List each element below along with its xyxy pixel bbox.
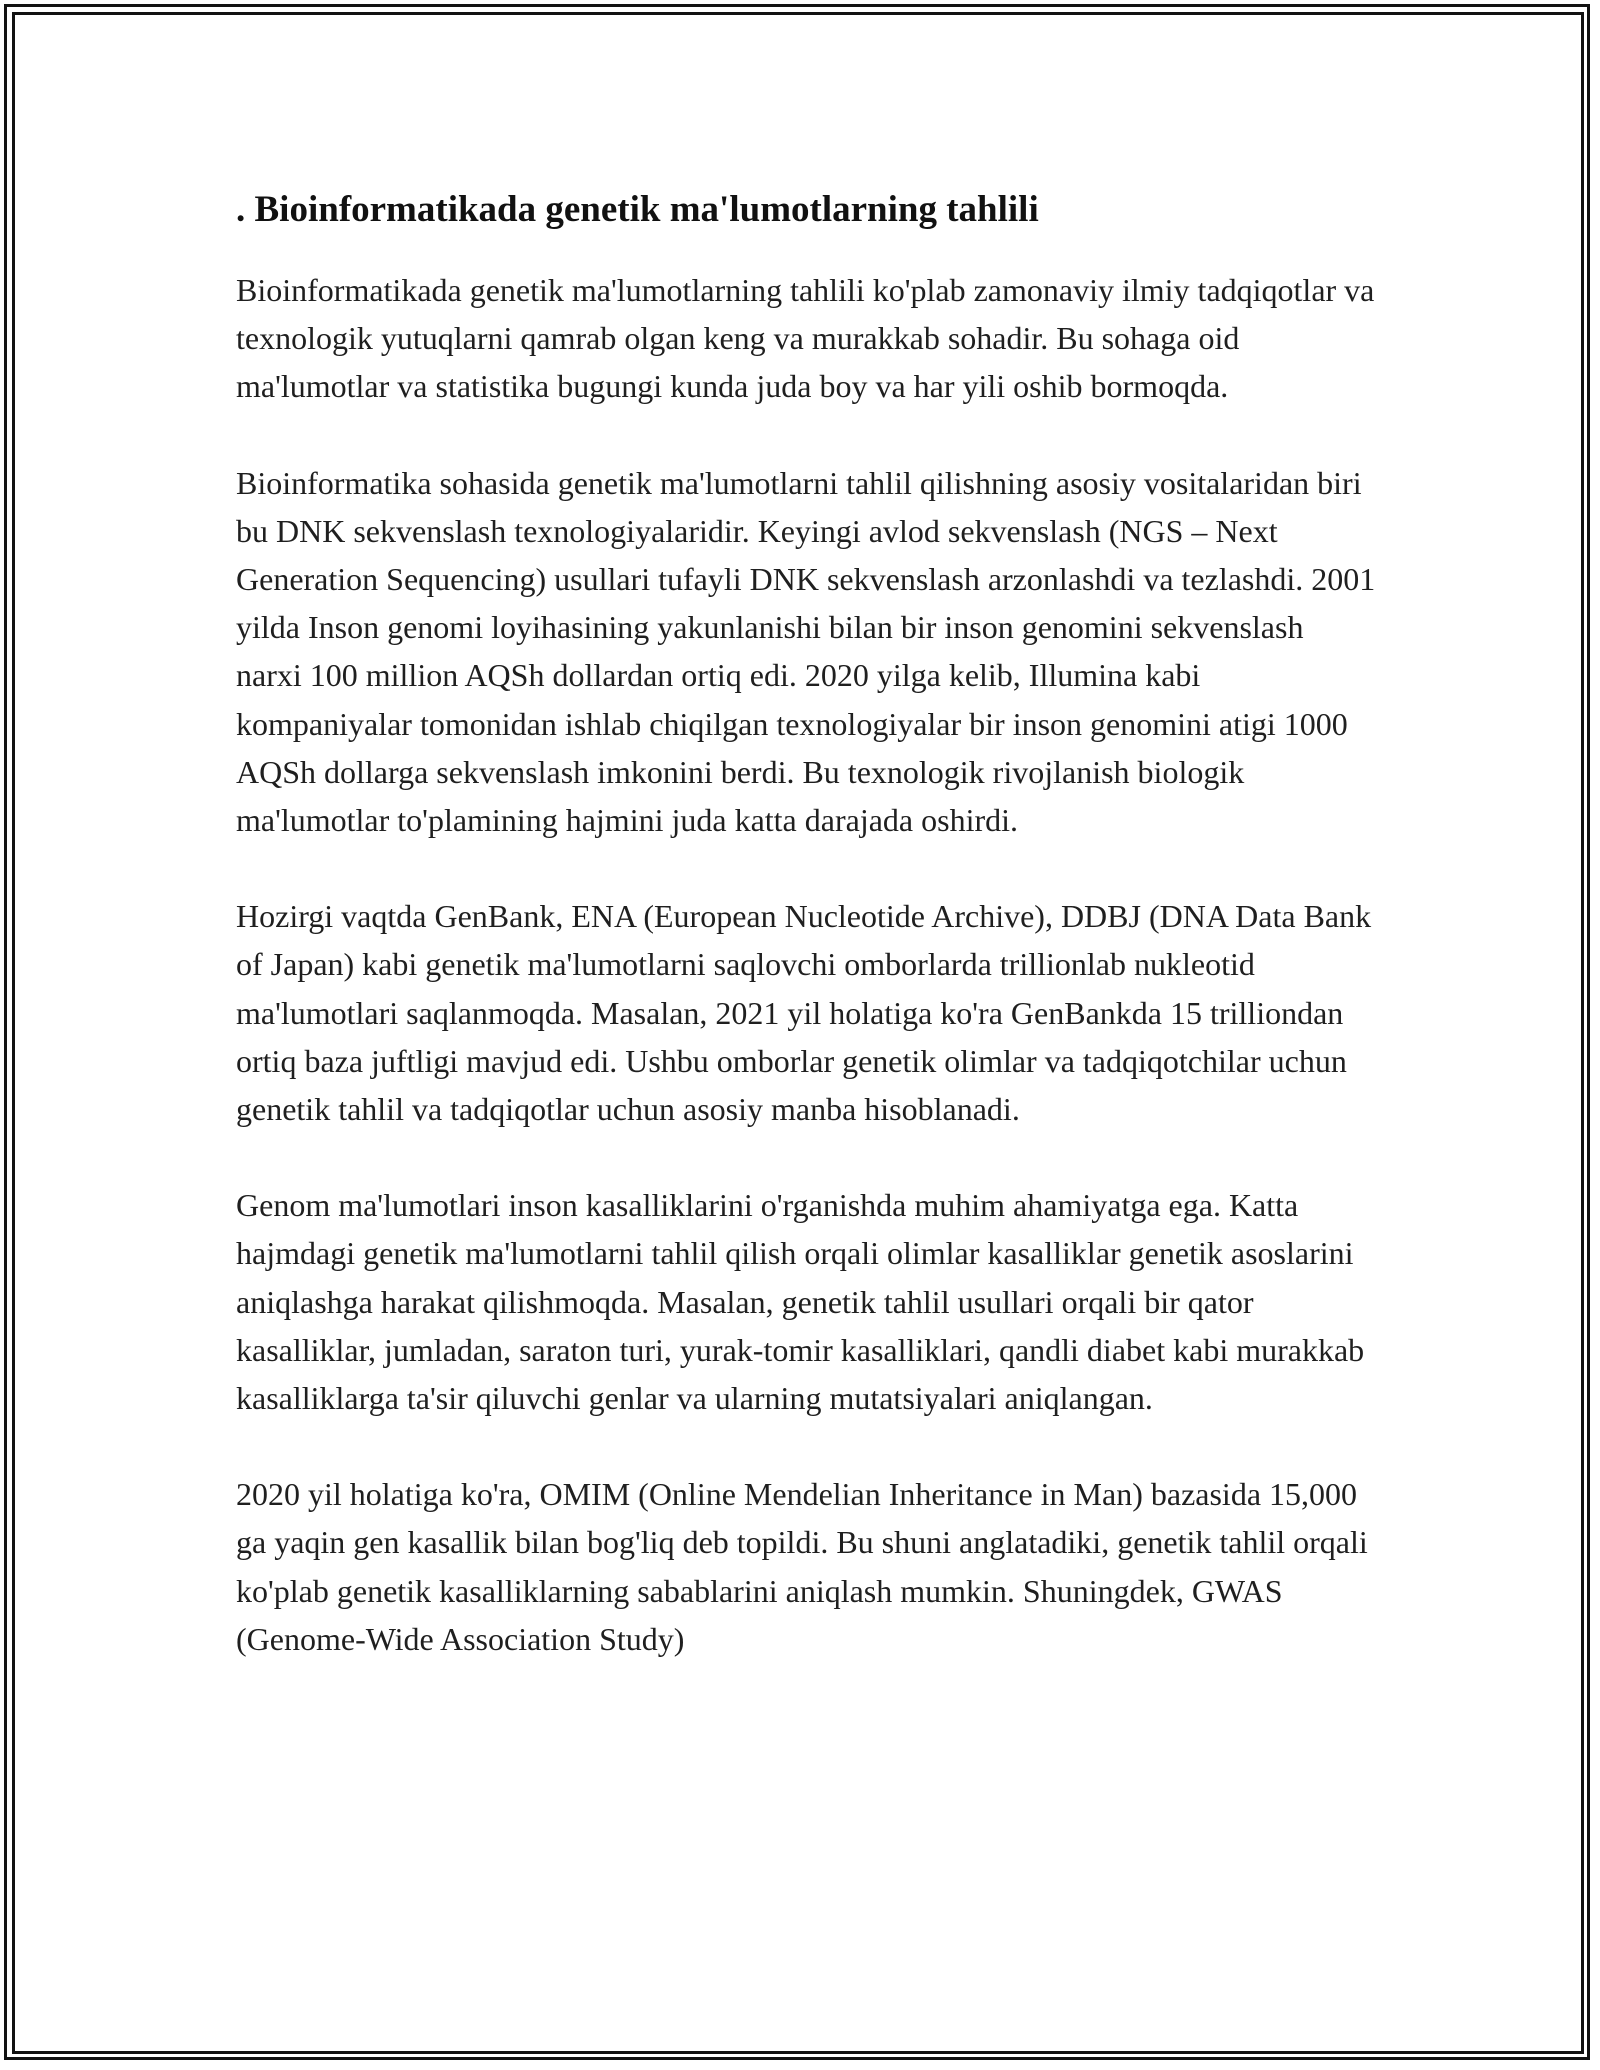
document-title: . Bioinformatikada genetik ma'lumotlarning tahlili — [236, 189, 1039, 230]
paragraph-disease-genetics: Genom ma'lumotlari inson kasalliklarini o'rganishda muhim ahamiyatga ega. Katta hajmdagi genetik ma'lumotlarni tahlil qilish orqali olimlar kasalliklar genetik asoslarini aniqlashga harakat qilishmoqda. Masalan, genetik tahlil usullari orqali bir qator kasalliklar, jumladan, saraton turi, yurak-tomir kasalliklari, qandli diabet kabi murakkab kasalliklarga ta'sir qiluvchi genlar va ularning mutatsiyalari aniqlangan. — [236, 1187, 1365, 1417]
paragraph-genetic-databases: Hozirgi vaqtda GenBank, ENA (European Nucleotide Archive), DDBJ (DNA Data Bank of Japan) kabi genetik ma'lumotlarni saqlovchi omborlarda trillionlab nukleotid ma'lumotlari saqlanmoqda. Masalan, 2021 yil holatiga ko'ra GenBankda 15 trilliondan ortiq baza juftligi mavjud edi. Ushbu omborlar genetik olimlar va tadqiqotchilar uchun genetik tahlil va tadqiqotlar uchun asosiy manba hisoblanadi. — [236, 898, 1372, 1128]
document-body — [236, 188, 1376, 1711]
paragraph-dna-sequencing: Bioinformatika sohasida genetik ma'lumotlarni tahlil qilishning asosiy vositalaridan biri bu DNK sekvenslash texnologiyalaridir. Keyingi avlod sekvenslash (NGS – Next Generation Sequencing) usullari tufayli DNK sekvenslash arzonlashdi va tezlashdi. 2001 yilda Inson genomi loyihasining yakunlanishi bilan bir inson genomini sekvenslash narxi 100 million AQSh dollardan ortiq edi. 2020 yilga kelib, Illumina kabi kompaniyalar tomonidan ishlab chiqilgan texnologiyalar bir inson genomini atigi 1000 AQSh dollarga sekvenslash imkonini berdi. Bu texnologik rivojlanish biologik ma'lumotlar to'plamining hajmini juda katta darajada oshirdi. — [236, 464, 1376, 839]
paragraph-omim-gwas: 2020 yil holatiga ko'ra, OMIM (Online Mendelian Inheritance in Man) bazasida 15,000 ga yaqin gen kasallik bilan bog'liq deb topildi. Bu shuni anglatadiki, genetik tahlil orqali ko'plab genetik kasalliklarning sabablarini aniqlash mumkin. Shuningdek, GWAS (Genome-Wide Association Study) — [236, 1476, 1368, 1657]
paragraph-intro: Bioinformatikada genetik ma'lumotlarning tahlili ko'plab zamonaviy ilmiy tadqiqotlar va texnologik yutuqlarni qamrab olgan keng va murakkab sohadir. Bu sohaga oid ma'lumotlar va statistika bugungi kunda juda boy va har yili oshib bormoqda. — [236, 272, 1375, 405]
